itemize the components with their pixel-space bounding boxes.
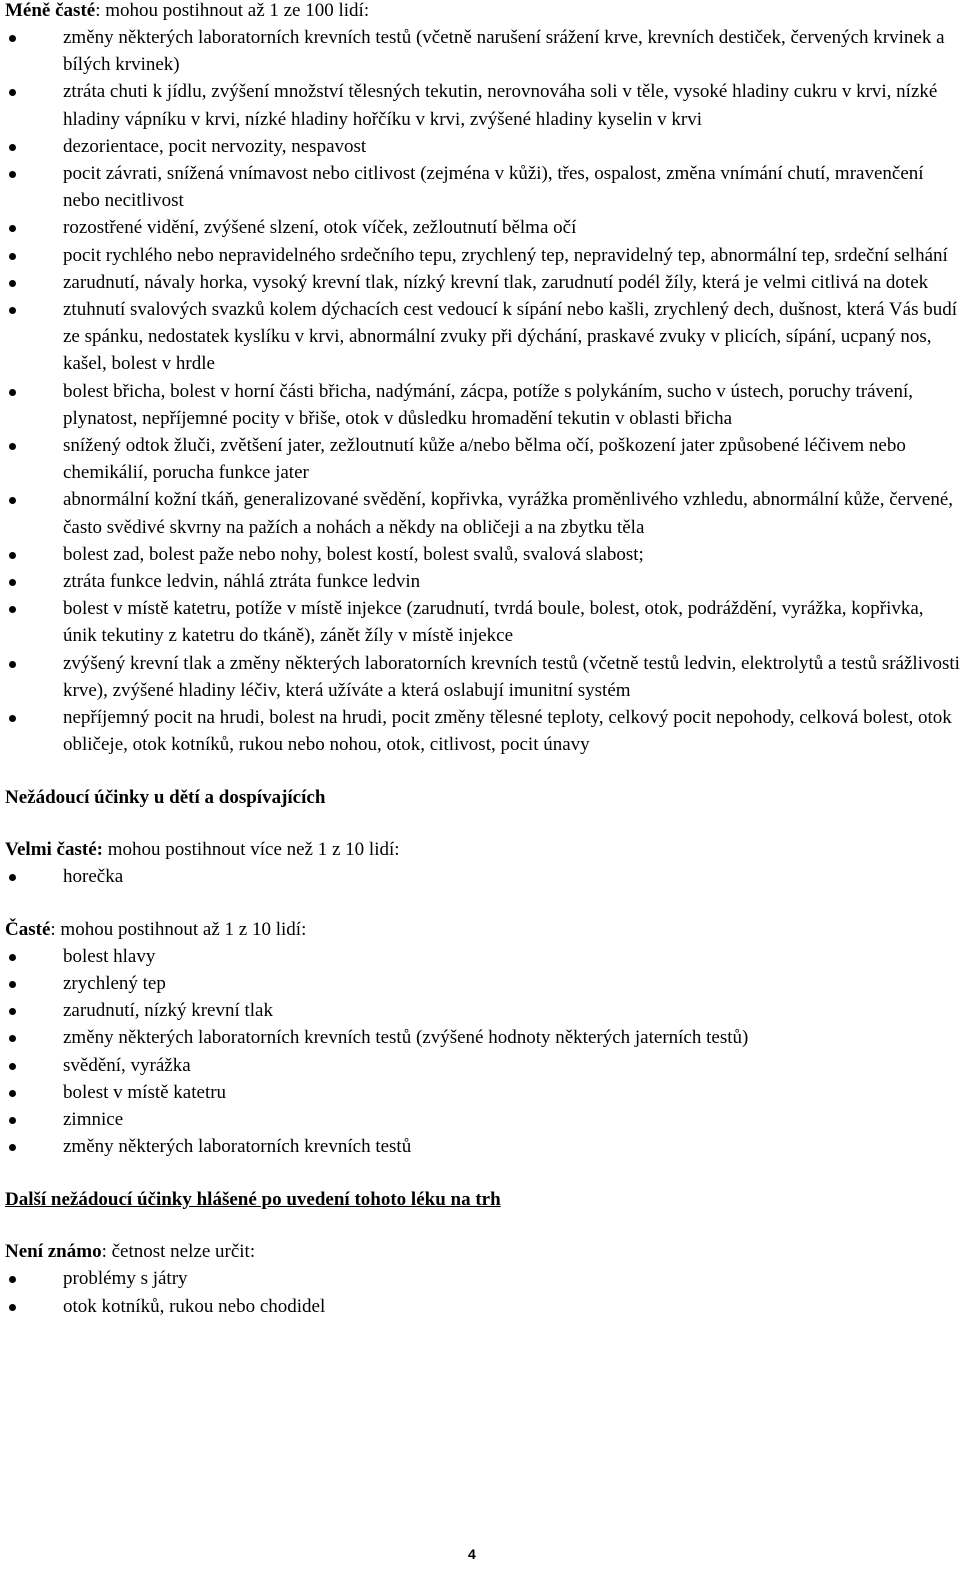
bullet-icon [9,661,16,668]
bullet-icon [9,497,16,504]
bullet-icon [9,552,16,559]
bullet-icon [9,954,16,961]
list-item-text: změny některých laboratorních krevních testů (zvýšené hodnoty některých jaterních testů) [63,1027,749,1049]
list-item [5,242,960,269]
list-item-text: změny některých laboratorních krevních testů (včetně narušení srážení krve, krevních destiček, červených krvinek a bílých krvinek) [63,27,945,76]
frequency-label: Velmi časté: [5,839,103,861]
bullet-icon [9,89,16,96]
list-item-text: bolest zad, bolest paže nebo nohy, bolest kostí, bolest svalů, svalová slabost; [63,543,644,565]
list-item-text: zimnice [63,1108,124,1130]
frequency-heading-very-common [5,837,960,863]
bullet-icon [9,144,16,151]
bullet-icon [9,981,16,988]
bullet-icon [9,35,16,42]
list-item [5,486,960,540]
list-item [5,1106,960,1133]
bullet-icon [9,1008,16,1015]
bullet-icon [9,606,16,613]
list-item [5,568,960,595]
bullet-icon [9,253,16,260]
list-item-text: bolest hlavy [63,945,156,967]
side-effects-list-unknown [5,1265,960,1319]
bullet-icon [9,1063,16,1070]
frequency-heading-common [5,917,960,943]
list-item-text: pocit závrati, snížená vnímavost nebo citlivost (zejména v kůži), třes, ospalost, změna vnímání chutí, mravenčení nebo necitlivost [63,163,924,212]
frequency-heading-unknown [5,1239,960,1265]
list-item [5,133,960,160]
list-item-text: rozostřené vidění, zvýšené slzení, otok víček, zežloutnutí bělma očí [63,217,577,239]
page-number: 4 [468,1546,476,1562]
bullet-icon [9,171,16,178]
list-item [5,704,960,758]
list-item [5,269,960,296]
list-item [5,595,960,649]
list-item [5,541,960,568]
list-item-text: dezorientace, pocit nervozity, nespavost [63,135,367,157]
list-item-text: problémy s játry [63,1268,188,1290]
list-item-text: zarudnutí, nízký krevní tlak [63,1000,273,1022]
bullet-icon [9,1090,16,1097]
bullet-icon [9,443,16,450]
list-item-text: bolest břicha, bolest v horní části břicha, nadýmání, zácpa, potíže s polykáním, sucho v ústech, poruchy trávení, plynatost, nepříjemné pocity v břiše, otok v důsledku hromadění tekutin v oblasti břicha [63,380,914,429]
list-item [5,378,960,432]
list-item-text: zarudnutí, návaly horka, vysoký krevní tlak, nízký krevní tlak, zarudnutí podél žíly, která je velmi citlivá na dotek [63,271,929,293]
bullet-icon [9,307,16,314]
list-item [5,432,960,486]
frequency-label: Méně časté [5,0,96,21]
list-item-text: zrychlený tep [63,972,166,994]
list-item [5,1265,960,1292]
list-item-text: bolest v místě katetru [63,1081,227,1103]
document-page [5,0,960,1320]
bullet-icon [9,1144,16,1151]
list-item-text: ztuhnutí svalových svazků kolem dýchacích cest vedoucí k sípání nebo kašli, zrychlený dech, dušnost, která Vás budí ze spánku, nedostatek kyslíku v krvi, abnormální zvuky při dýchání, praskavé zvuky v plicích, sípání, ucpaný nos, kašel, bolest v hrdle [63,299,958,375]
frequency-description: : mohou postihnout až 1 z 10 lidí: [50,918,307,940]
list-item-text: abnormální kožní tkáň, generalizované svědění, kopřivka, vyrážka proměnlivého vzhledu, abnormální kůže, červené, často svědivé skvrny na pažích a nohách a někdy na obličeji a na zbytku těla [63,489,954,538]
list-item [5,943,960,970]
list-item-text: svědění, vyrážka [63,1054,191,1076]
list-item [5,78,960,132]
list-item [5,296,960,378]
bullet-icon [9,1276,16,1283]
frequency-label: Časté [5,918,51,940]
list-item [5,1133,960,1160]
section-heading-children: Nežádoucí účinky u dětí a dospívajících [5,787,326,809]
list-item-text: pocit rychlého nebo nepravidelného srdečního tepu, zrychlený tep, nepravidelný tep, abnormální tep, srdeční selhání [63,244,948,266]
side-effects-list-common [5,943,960,1161]
list-item [5,650,960,704]
list-item-text: otok kotníků, rukou nebo chodidel [63,1295,326,1317]
bullet-icon [9,1304,16,1311]
bullet-icon [9,715,16,722]
list-item-text: bolest v místě katetru, potíže v místě injekce (zarudnutí, tvrdá boule, bolest, otok, podráždění, vyrážka, kopřivka, únik tekutiny z katetru do tkáně), zánět žíly v místě injekce [63,598,924,647]
list-item [5,1024,960,1051]
list-item [5,214,960,241]
list-item [5,160,960,214]
bullet-icon [9,1117,16,1124]
list-item [5,1293,960,1320]
list-item-text: změny některých laboratorních krevních testů [63,1136,412,1158]
list-item-text: snížený odtok žluči, zvětšení jater, zežloutnutí kůže a/nebo bělma očí, poškození jater způsobené léčivem nebo chemikálií, porucha funkce jater [63,435,906,484]
list-item-text: horečka [63,866,124,888]
list-item-text: nepříjemný pocit na hrudi, bolest na hrudi, pocit změny tělesné teploty, celkový pocit nepohody, celková bolest, otok obličeje, otok kotníků, rukou nebo nohou, otok, citlivost, pocit únavy [63,707,952,756]
list-item [5,1079,960,1106]
bullet-icon [9,280,16,287]
frequency-description: mohou postihnout více než 1 z 10 lidí: [102,839,400,861]
frequency-description: : mohou postihnout až 1 ze 100 lidí: [95,0,370,21]
frequency-heading-uncommon [5,0,960,24]
bullet-icon [9,579,16,586]
bullet-icon [9,874,16,881]
list-item-text: zvýšený krevní tlak a změny některých laboratorních krevních testů (včetně testů ledvin, elektrolytů a testů srážlivosti krve), zvýšené hladiny léčiv, která užíváte a která oslabují imunitní systém [63,652,960,701]
list-item [5,24,960,78]
list-item [5,970,960,997]
list-item [5,997,960,1024]
side-effects-list-very-common [5,863,960,890]
list-item [5,863,960,890]
bullet-icon [9,1035,16,1042]
frequency-description: : četnost nelze určit: [101,1241,256,1263]
bullet-icon [9,389,16,396]
list-item-text: ztráta funkce ledvin, náhlá ztráta funkce ledvin [63,571,421,593]
frequency-label: Není známo [5,1241,102,1263]
side-effects-list-uncommon [5,24,960,758]
section-heading-postmarketing: Další nežádoucí účinky hlášené po uvedení tohoto léku na trh [5,1189,501,1211]
list-item [5,1052,960,1079]
list-item-text: ztráta chuti k jídlu, zvýšení množství tělesných tekutin, nerovnováha soli v těle, vysoké hladiny cukru v krvi, nízké hladiny vápníku v krvi, nízké hladiny hořčíku v krvi, zvýšené hladiny kyselin v krvi [63,81,938,130]
bullet-icon [9,225,16,232]
